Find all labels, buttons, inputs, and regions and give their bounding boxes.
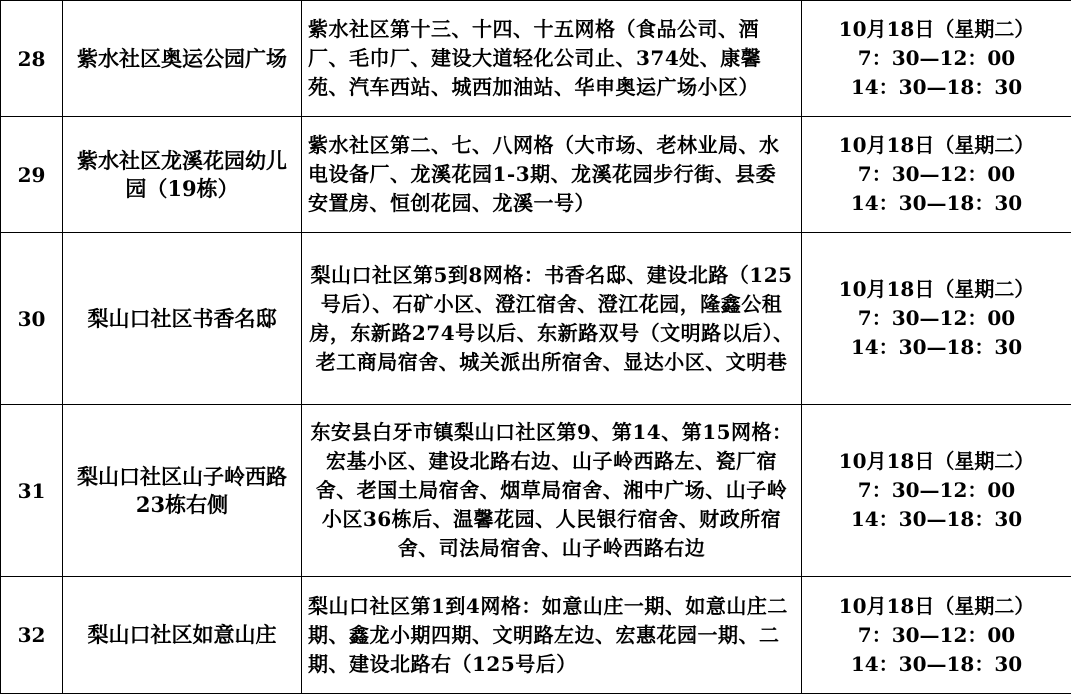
- morning-hours: 7：30—12：00: [857, 162, 1016, 186]
- afternoon-hours: 14：30—18：30: [850, 651, 1023, 676]
- afternoon-hours: 14：30—18：30: [850, 507, 1023, 531]
- schedule-date: 10月18日（星期二）: [838, 449, 1035, 473]
- row-number: 31: [1, 405, 63, 577]
- coverage-area: 梨山口社区第1到4网格：如意山庄一期、如意山庄二期、鑫龙小期四期、文明路左边、宏惠花园一期、二期、建设北路右（125号后）: [302, 577, 802, 694]
- afternoon-hours: 14：30—18：30: [850, 75, 1023, 99]
- table-row: [1, 577, 1071, 694]
- morning-hours: 7：30—12：00: [857, 306, 1016, 330]
- coverage-area: 紫水社区第十三、十四、十五网格（食品公司、酒厂、毛巾厂、建设大道轻化公司止、374处、康馨苑、汽车西站、城西加油站、华申奥运广场小区）: [302, 1, 802, 117]
- coverage-area: 梨山口社区第5到8网格：书香名邸、建设北路（125号后）、石矿小区、澄江宿舍、澄江花园，隆鑫公租房，东新路274号以后、东新路双号（文明路以后）、老工商局宿舍、城关派出所宿舍、显达小区、文明巷: [302, 233, 802, 405]
- schedule-time: [802, 117, 1071, 233]
- schedule-date: 10月18日（星期二）: [838, 133, 1035, 157]
- morning-hours: 7：30—12：00: [857, 46, 1016, 70]
- morning-hours: 7：30—12：00: [857, 478, 1016, 502]
- coverage-area: 东安县白牙市镇梨山口社区第9、第14、第15网格：宏基小区、建设北路右边、山子岭西路左、瓷厂宿舍、老国土局宿舍、烟草局宿舍、湘中广场、山子岭小区36栋后、温馨花园、人民银行宿舍、财政所宿舍、司法局宿舍、山子岭西路右边: [302, 405, 802, 577]
- table-row: [1, 233, 1071, 405]
- row-number: 28: [1, 1, 63, 117]
- site-name: 紫水社区奥运公园广场: [63, 1, 302, 117]
- afternoon-hours: 14：30—18：30: [850, 335, 1023, 359]
- coverage-area: 紫水社区第二、七、八网格（大市场、老林业局、水电设备厂、龙溪花园1-3期、龙溪花园步行街、县委安置房、恒创花园、龙溪一号）: [302, 117, 802, 233]
- row-number: 30: [1, 233, 63, 405]
- schedule-time: [802, 577, 1071, 694]
- row-number: 29: [1, 117, 63, 233]
- site-name: 梨山口社区山子岭西路23栋右侧: [63, 405, 302, 577]
- schedule-time: [802, 233, 1071, 405]
- site-name: 梨山口社区书香名邸: [63, 233, 302, 405]
- schedule-date: 10月18日（星期二）: [838, 593, 1035, 618]
- table-row: [1, 117, 1071, 233]
- afternoon-hours: 14：30—18：30: [850, 191, 1023, 215]
- site-name: 梨山口社区如意山庄: [63, 577, 302, 694]
- row-number: 32: [1, 577, 63, 694]
- schedule-date: 10月18日（星期二）: [838, 277, 1035, 301]
- site-name: 紫水社区龙溪花园幼儿园（19栋）: [63, 117, 302, 233]
- schedule-date: 10月18日（星期二）: [838, 17, 1035, 41]
- schedule-time: [802, 405, 1071, 577]
- table-row: [1, 405, 1071, 577]
- schedule-time: [802, 1, 1071, 117]
- table-row: [1, 1, 1071, 117]
- morning-hours: 7：30—12：00: [857, 622, 1016, 647]
